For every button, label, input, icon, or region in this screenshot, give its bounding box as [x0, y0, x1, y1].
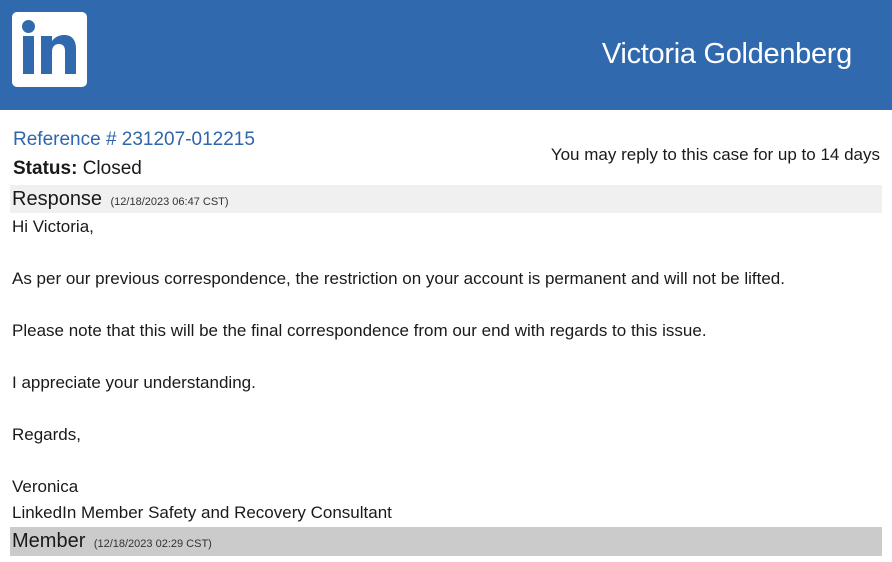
signature-name: Veronica: [12, 477, 79, 496]
message-paragraph: Please note that this will be the final correspondence from our end with regards to this issue.: [12, 321, 707, 340]
status-value: Closed: [82, 158, 142, 179]
linkedin-logo-icon[interactable]: [12, 12, 87, 87]
greeting-line: Hi Victoria,: [12, 217, 94, 236]
response-message-body: [12, 214, 880, 526]
response-header: [10, 185, 882, 213]
response-title: Response: [12, 188, 103, 210]
status-label: Status:: [13, 158, 78, 179]
message-paragraph: As per our previous correspondence, the restriction on your account is permanent and will not be lifted.: [12, 269, 785, 288]
case-reference-link[interactable]: Reference # 231207-012215: [13, 129, 255, 150]
user-name: Victoria Goldenberg: [601, 38, 852, 70]
response-timestamp: (12/18/2023 06:47 CST): [110, 196, 229, 208]
reply-window-note: You may reply to this case for up to 14 days: [550, 145, 880, 164]
message-paragraph: I appreciate your understanding.: [12, 373, 256, 392]
linkedin-logo-glyph: [12, 12, 87, 87]
member-timestamp: (12/18/2023 02:29 CST): [93, 538, 212, 550]
page-header: [0, 0, 892, 110]
closing-line: Regards,: [12, 425, 81, 444]
signature-title: LinkedIn Member Safety and Recovery Consultant: [12, 503, 392, 522]
case-status: [13, 157, 142, 181]
member-title: Member: [12, 530, 86, 552]
member-header[interactable]: [10, 527, 882, 556]
